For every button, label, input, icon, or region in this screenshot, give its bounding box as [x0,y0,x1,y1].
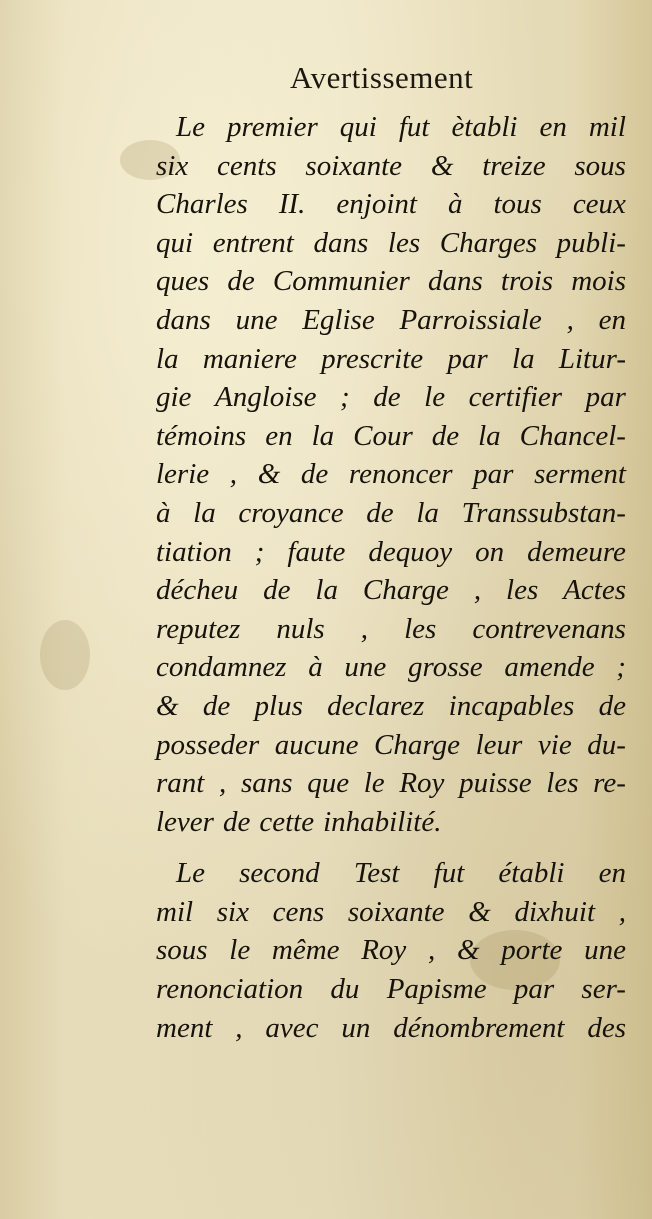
word: grosse [408,651,483,684]
word: témoins [156,419,247,452]
word: ètabli [451,111,518,143]
word: Cour [353,419,413,452]
word: re- [593,767,626,800]
word: inhabilité. [323,805,442,838]
word: un [341,1011,371,1044]
text-line [156,764,626,803]
word: ; [254,535,265,568]
word: , [229,458,238,491]
word: même [271,934,340,967]
word: sous [574,149,626,182]
text-line [156,108,626,147]
word: , [428,934,436,967]
word: vie [537,728,572,761]
word: on [475,535,505,568]
word: entrent [212,226,294,259]
word: par [513,973,555,1006]
word: ment [156,1011,213,1044]
word: mil [156,895,194,928]
word: cette [259,805,315,838]
word: leur [475,728,523,761]
word: six [156,149,189,182]
word: ques [156,265,210,298]
word: de [366,496,394,529]
word: sans [240,767,293,800]
paragraph [156,108,626,841]
word: mil [588,111,626,143]
word: Roy [399,767,445,800]
word: Communier [272,265,410,298]
text-line [156,455,626,494]
word: à [308,651,323,684]
word: fut [398,111,430,143]
word: qui [339,111,377,143]
word: soixante [347,895,445,928]
word: enjoint [336,188,417,221]
word: les [387,226,421,259]
running-head: Avertissement [290,60,474,95]
word: prescrite [321,342,424,375]
word: Charges [439,226,537,259]
text-line [156,1009,626,1048]
word: Roy [361,934,407,967]
word: II. [278,188,306,221]
text-line [156,494,626,533]
text-line [156,185,626,224]
word: Actes [563,574,626,607]
word: de [300,458,329,491]
word: avec [265,1011,319,1044]
word: le [229,934,251,967]
word: le [363,767,385,800]
text-line [156,970,626,1009]
word: établi [498,857,565,890]
word: de [222,805,251,838]
text-line [156,571,626,610]
word: Charge [374,728,460,761]
text-line [156,893,626,932]
word: puisse [459,767,532,800]
word: aucune [274,728,359,761]
word: & [430,149,454,182]
word: declarez [327,689,425,722]
word: Litur- [558,342,626,375]
word: dénombrement [393,1011,565,1044]
word: treize [482,149,546,182]
word: & [456,934,480,967]
word: la [311,419,335,452]
word: six [216,895,249,928]
word: incapables [448,689,575,722]
word: gie [156,381,192,414]
word: ; [340,381,350,414]
word: la [193,496,216,529]
word: dans [313,226,369,259]
word: premier [227,111,318,143]
paragraph-gap [156,841,626,854]
word: renonciation [156,973,304,1006]
word: & [156,689,179,722]
text-line [156,687,626,726]
word: du- [587,728,626,761]
word: par [447,342,488,375]
word: à [447,188,463,221]
word: cents [217,149,277,182]
word: Angloise [214,381,317,414]
word: cens [272,895,325,928]
word: dans [156,303,211,336]
text-line [156,340,626,379]
word: Le [176,857,205,890]
text-line [156,301,626,340]
word: & [468,895,491,928]
text-line [156,931,626,970]
word: de [202,689,231,722]
word: & [257,458,281,491]
word: , [473,574,482,607]
word: Le [176,111,205,143]
word: second [239,857,320,890]
text-line [156,417,626,456]
word: en [265,419,293,452]
word: Chancel- [519,419,626,452]
word: amende [504,651,595,684]
word: des [587,1011,626,1044]
word: Papisme [386,973,487,1006]
word: tous [493,188,542,221]
word: serment [534,458,626,491]
word: que [307,767,350,800]
word: de [263,574,291,607]
text-line [156,648,626,687]
text-line [156,726,626,765]
text-line [156,610,626,649]
word: du [330,973,360,1006]
word: de [431,419,460,452]
text-line [156,147,626,186]
word: une [235,303,278,336]
word: condamnez [156,651,287,684]
word: , [618,895,626,928]
word: posseder [156,728,260,761]
word: la [416,496,439,529]
word: tiation [156,535,232,568]
word: les [506,574,539,607]
word: rant [156,767,205,800]
word: la [156,342,179,375]
word: renoncer [348,458,453,491]
word: mois [571,265,626,298]
word: dixhuit [514,895,596,928]
word: à [156,496,171,529]
word: Charge [362,574,449,607]
word: nuls [276,612,325,645]
word: trois [500,265,554,298]
word: lerie [156,458,210,491]
word: décheu [156,574,239,607]
word: le [424,381,446,414]
word: Transsubstan- [461,496,626,529]
word: reputez [156,612,241,645]
word: dequoy [368,535,453,568]
word: en [598,857,626,890]
word: Test [353,857,400,890]
word: ser- [581,973,626,1006]
word: plus [254,689,303,722]
word: par [585,381,626,414]
word: maniere [202,342,297,375]
word: les [404,612,437,645]
text-line [156,262,626,301]
word: porte [501,934,563,967]
word: faute [287,535,346,568]
word: contrevenans [472,612,626,645]
text-line [156,803,626,842]
word: lever [156,805,214,838]
paragraph [156,854,626,1047]
word: les [546,767,579,800]
word: sous [156,934,208,967]
word: , [219,767,227,800]
word: la [512,342,535,375]
word: croyance [238,496,344,529]
word: , [360,612,369,645]
word: , [566,303,574,336]
word: en [598,303,626,336]
word: ; [616,651,626,684]
word: Charles [156,188,248,221]
word: une [584,934,626,967]
word: de [227,265,255,298]
text-line [156,854,626,893]
word: de [373,381,401,414]
word: dans [427,265,483,298]
word: qui [156,226,194,259]
word: une [344,651,387,684]
word: par [473,458,514,491]
word: Eglise [302,303,375,336]
word: en [539,111,567,143]
word: certifier [468,381,563,414]
word: Parroissiale [399,303,542,336]
text-line [156,224,626,263]
text-line [156,378,626,417]
body-text [156,108,626,1047]
word: fut [433,857,465,890]
word: , [235,1011,243,1044]
word: soixante [305,149,403,182]
word: la [315,574,338,607]
word: la [478,419,501,452]
word: demeure [527,535,626,568]
word: publi- [556,226,626,259]
text-line [156,533,626,572]
word: ceux [572,188,626,221]
word: de [598,689,626,722]
